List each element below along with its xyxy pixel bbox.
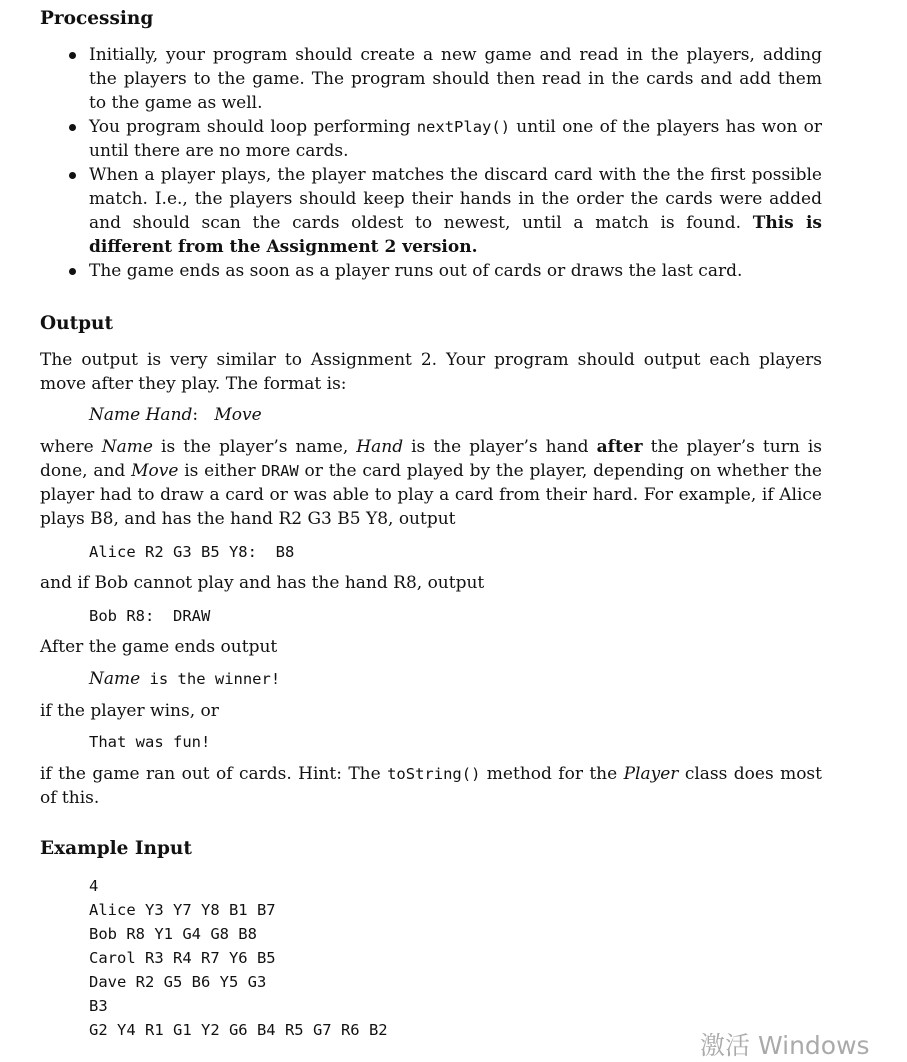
example-bob: Bob R8: DRAW <box>89 607 211 625</box>
list-item: When a player plays, the player matches the discard card with the the first possible match. I.e., the players should keep their hands in the order the cards were added and should scan the cards oldest to newest, until a match is found. This is different from the Assignment 2 version. <box>40 163 822 259</box>
hint-paragraph: if the game ran out of cards. Hint: The toString() method for the Player class does most of this. <box>40 764 822 808</box>
code-line: Carol R3 R4 R7 Y6 B5 <box>89 949 276 967</box>
example-input-heading: Example Input <box>40 838 192 859</box>
after-game-text: After the game ends output <box>40 637 278 657</box>
list-item: The game ends as soon as a player runs out of cards or draws the last card. <box>40 259 822 283</box>
output-where-paragraph: where Name is the player’s name, Hand is the player’s hand after the player’s turn is done, and Move is either DRAW or the card played by the player, depending on whether the player had to draw a card or was able to play a card from their hard. For example, if Alice plays B8, and has the hand R2 G3 B5 Y8, output <box>40 437 822 529</box>
processing-list <box>40 43 822 283</box>
code-line: Alice Y3 Y7 Y8 B1 B7 <box>89 901 276 919</box>
list-item: You program should loop performing nextPlay() until one of the players has won or until there are no more cards. <box>40 115 822 163</box>
bob-text: and if Bob cannot play and has the hand R8, output <box>40 573 485 593</box>
fun-line: That was fun! <box>89 733 211 751</box>
code-line: Dave R2 G5 B6 Y5 G3 <box>89 973 267 991</box>
inline-code: toString() <box>387 765 481 783</box>
example-input-block <box>89 874 388 1042</box>
code-line: G2 Y4 R1 G1 Y2 G6 B4 R5 G7 R6 B2 <box>89 1021 388 1039</box>
inline-code: nextPlay() <box>416 118 511 136</box>
output-format: Name Hand: Move <box>89 405 262 425</box>
code-line: Bob R8 Y1 G4 G8 B8 <box>89 925 257 943</box>
code-line: B3 <box>89 997 108 1015</box>
if-wins-text: if the player wins, or <box>40 701 219 721</box>
list-item: Initially, your program should create a new game and read in the players, adding the players to the game. The program should then read in the cards and add them to the game as well. <box>40 43 822 115</box>
emphasis: This is different from the Assignment 2 version. <box>89 213 822 257</box>
inline-code: DRAW <box>261 462 299 480</box>
example-alice: Alice R2 G3 B5 Y8: B8 <box>89 543 295 561</box>
winner-line: Name is the winner! <box>89 669 281 689</box>
code-line: 4 <box>89 877 99 895</box>
windows-activation-watermark: 激活 Windows <box>700 1031 870 1060</box>
output-intro: The output is very similar to Assignment 2. Your program should output each players move after they play. The format is: <box>40 350 822 394</box>
processing-heading: Processing <box>40 8 154 29</box>
output-heading: Output <box>40 313 114 334</box>
